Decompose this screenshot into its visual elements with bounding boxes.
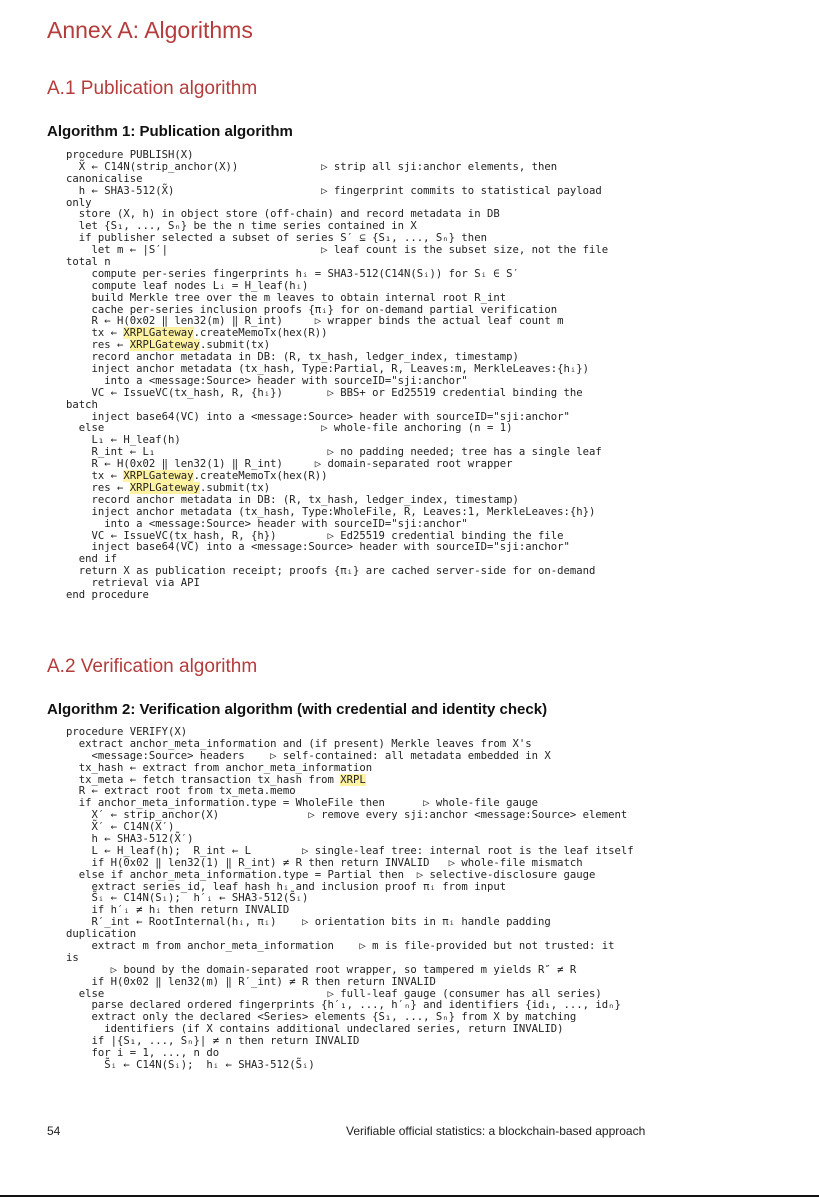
code-line: only [66,196,92,209]
code-line: inject base64(VC) into a <message:Source> header with sourceID="sji:anchor" [66,410,570,423]
code-line: let {S₁, ..., Sₙ} be the n time series contained in X [66,220,417,233]
code-line: R ← extract root from tx_meta.memo [66,785,296,798]
code-line: X̃′ ← C14N(X′) [66,821,175,834]
code-line: tx ← XRPLGateway.createMemoTx(hex(R)) [66,470,328,483]
code-line: record anchor metadata in DB: (R, tx_hash, ledger_index, timestamp) [66,351,519,364]
code-line: tx ← XRPLGateway.createMemoTx(hex(R)) [66,327,328,340]
algorithm-1-code [66,150,806,602]
highlighted-token: XRPL [340,773,366,786]
code-line: if h′ᵢ ≠ hᵢ then return INVALID [66,904,290,917]
code-line: let m ← |S′| ▷ leaf count is the subset size, not the file [66,244,609,257]
code-line: S̃ᵢ ← C14N(Sᵢ); h′ᵢ ← SHA3-512(S̃ᵢ) [66,892,309,905]
code-line: batch [66,398,98,411]
code-line: if publisher selected a subset of series S′ ⊆ {S₁, ..., Sₙ} then [66,232,487,245]
code-line: tx_meta ← fetch transaction tx_hash from XRPL [66,773,366,786]
algorithm-2-code [66,727,806,1072]
code-line: if anchor_meta_information.type = WholeFile then ▷ whole-file gauge [66,797,538,810]
annex-title: Annex A: Algorithms [47,17,253,43]
section-title-a1: A.1 Publication algorithm [47,78,258,99]
code-line: L ← H_leaf(h); R_int ← L ▷ single-leaf tree: internal root is the leaf itself [66,844,634,857]
code-line: compute per-series fingerprints hᵢ = SHA3-512(C14N(Sᵢ)) for Sᵢ ∈ S′ [66,267,519,280]
page-bottom-rule [0,1195,819,1197]
code-line: compute leaf nodes Lᵢ = H_leaf(hᵢ) [66,279,309,292]
code-line: if H(0x02 ‖ len32(m) ‖ R′_int) ≠ R then return INVALID [66,975,436,988]
code-line: inject anchor metadata (tx_hash, Type:WholeFile, R, Leaves:1, MerkleLeaves:{h}) [66,505,596,518]
code-line: inject base64(VC) into a <message:Source> header with sourceID="sji:anchor" [66,541,570,554]
code-line: VC ← IssueVC(tx_hash, R, {h}) ▷ Ed25519 credential binding the file [66,529,564,542]
highlighted-token: XRPLGateway [123,327,194,340]
code-line: inject anchor metadata (tx_hash, Type:Partial, R, Leaves:m, MerkleLeaves:{hᵢ}) [66,363,589,376]
code-line: for i = 1, ..., n do [66,1047,220,1060]
code-line: X′ ← strip_anchor(X) ▷ remove every sji:anchor <message:Source> element [66,809,628,822]
highlighted-token: XRPLGateway [129,339,200,352]
code-line: h ← SHA3-512(X̃) ▷ fingerprint commits to statistical payload [66,184,602,197]
code-line: record anchor metadata in DB: (R, tx_hash, ledger_index, timestamp) [66,493,519,506]
code-line: S̃ᵢ ← C14N(Sᵢ); hᵢ ← SHA3-512(S̃ᵢ) [66,1058,315,1071]
code-line: extract series_id, leaf hash hᵢ and inclusion proof πᵢ from input [66,880,507,893]
code-line: is [66,951,79,964]
code-line: parse declared ordered fingerprints {h′₁, ..., h′ₙ} and identifiers {id₁, ..., idₙ} [66,999,621,1012]
code-line: extract m from anchor_meta_information ▷ m is file-provided but not trusted: it [66,940,615,953]
highlighted-token: XRPLGateway [123,470,194,483]
code-line: retrieval via API [66,577,200,590]
code-line: R_int ← L₁ ▷ no padding needed; tree has a single leaf [66,446,602,459]
code-line: res ← XRPLGateway.submit(tx) [66,481,271,494]
code-line: L₁ ← H_leaf(h) [66,434,181,447]
code-line: canonicalise [66,172,143,185]
code-line: identifiers (if X contains additional undeclared series, return INVALID) [66,1023,564,1036]
code-line: duplication [66,928,137,941]
code-line: return X as publication receipt; proofs {πᵢ} are cached server-side for on-demand [66,565,596,578]
code-line: if |{S₁, ..., Sₙ}| ≠ n then return INVALID [66,1035,360,1048]
code-line: VC ← IssueVC(tx_hash, R, {hᵢ}) ▷ BBS+ or Ed25519 credential binding the [66,386,583,399]
highlighted-token: XRPLGateway [129,481,200,494]
code-line: R′_int ← RootInternal(hᵢ, πᵢ) ▷ orientation bits in πᵢ handle padding [66,916,551,929]
code-line: total n [66,256,111,269]
code-line: extract only the declared <Series> elements {S₁, ..., Sₙ} from X by matching [66,1011,577,1024]
code-line: else ▷ full-leaf gauge (consumer has all series) [66,987,602,1000]
page-number: 54 [47,1124,61,1138]
code-line: R ← H(0x02 ‖ len32(1) ‖ R_int) ▷ domain-separated root wrapper [66,458,513,471]
code-line: build Merkle tree over the m leaves to obtain internal root R_int [66,291,507,304]
code-line: res ← XRPLGateway.submit(tx) [66,339,271,352]
code-line: ▷ bound by the domain-separated root wrapper, so tampered m yields R″ ≠ R [66,963,577,976]
code-line: extract anchor_meta_information and (if present) Merkle leaves from X's [66,737,532,750]
code-line: end if [66,553,118,566]
algorithm-1-title: Algorithm 1: Publication algorithm [47,123,293,140]
code-line: if H(0x02 ‖ len32(1) ‖ R_int) ≠ R then return INVALID ▷ whole-file mismatch [66,856,583,869]
code-line: into a <message:Source> header with sourceID="sji:anchor" [66,517,468,530]
code-line: tx_hash ← extract from anchor_meta_information [66,761,373,774]
code-line: procedure VERIFY(X) [66,726,188,738]
code-line: R ← H(0x02 ‖ len32(m) ‖ R_int) ▷ wrapper binds the actual leaf count m [66,315,564,328]
algorithm-2-title: Algorithm 2: Verification algorithm (with credential and identity check) [47,701,548,718]
code-line: cache per-series inclusion proofs {πᵢ} for on-demand partial verification [66,303,558,316]
section-title-a2: A.2 Verification algorithm [47,656,258,677]
code-line: else if anchor_meta_information.type = Partial then ▷ selective-disclosure gauge [66,868,596,881]
running-title: Verifiable official statistics: a blockchain-based approach [346,1124,646,1138]
code-line: procedure PUBLISH(X) [66,149,194,161]
code-line: end procedure [66,588,149,601]
code-line: h ← SHA3-512(X̃′) [66,833,194,846]
code-line: <message:Source> headers ▷ self-contained: all metadata embedded in X [66,749,551,762]
code-line: X̃ ← C14N(strip_anchor(X)) ▷ strip all sji:anchor elements, then [66,160,558,173]
code-line: else ▷ whole-file anchoring (n = 1) [66,422,513,435]
code-line: into a <message:Source> header with sourceID="sji:anchor" [66,374,468,387]
code-line: store (X, h) in object store (off-chain) and record metadata in DB [66,208,500,221]
